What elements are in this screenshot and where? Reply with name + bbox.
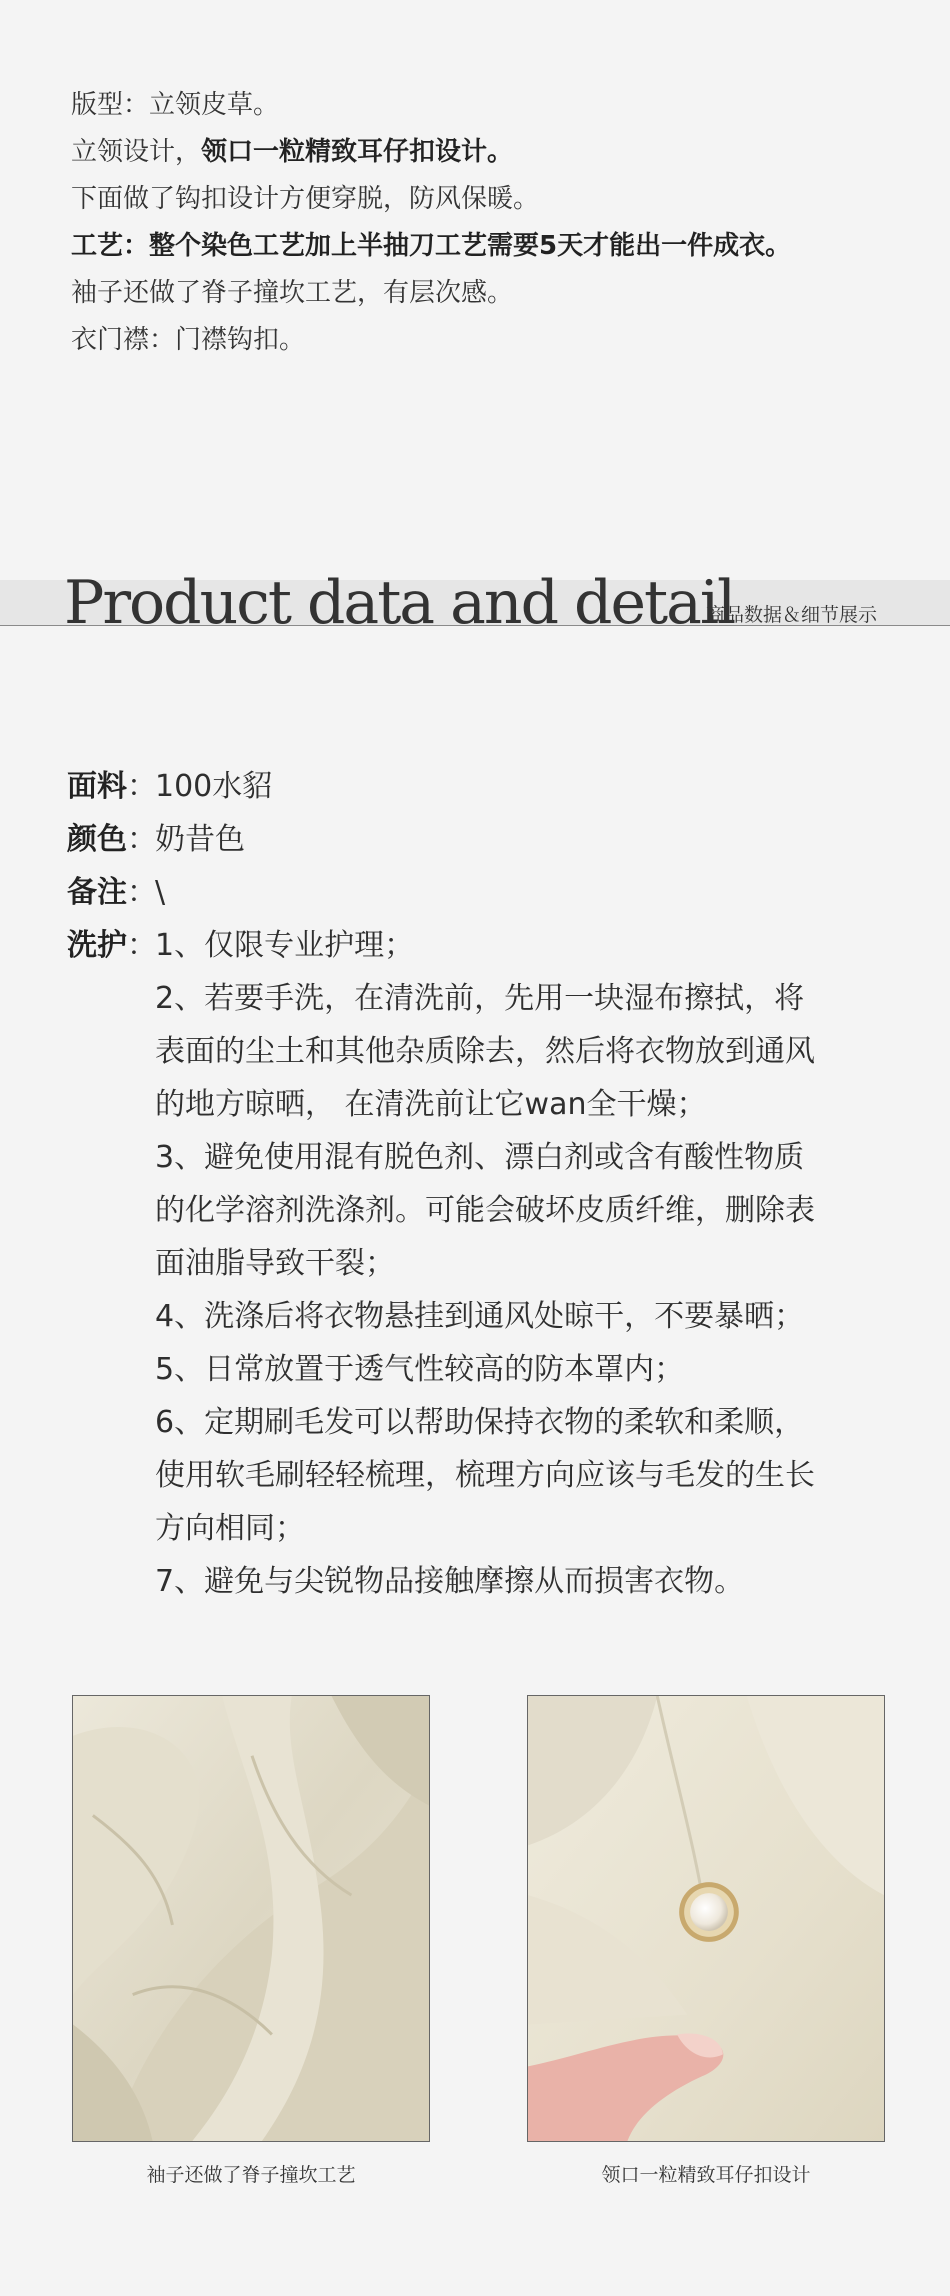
care-instructions	[155, 919, 907, 1608]
spec-label: 颜色	[67, 822, 127, 857]
care-line: 6、定期刷毛发可以帮助保持衣物的柔软和柔顺，	[155, 1405, 805, 1440]
spec-label: 面料	[67, 769, 127, 804]
spec-label: 备注	[67, 875, 127, 910]
care-line: 的地方晾晒， 在清洗前让它wan全干燥；	[155, 1087, 707, 1122]
care-line: 3、避免使用混有脱色剂、漂白剂或含有酸性物质	[155, 1140, 805, 1175]
fur-image	[528, 1696, 884, 2141]
product-specs	[67, 760, 907, 1608]
care-line: 面油脂导致干裂；	[155, 1246, 395, 1281]
spec-value: 100水貂	[155, 769, 273, 804]
spec-row-fabric: 面料： 100水貂	[67, 760, 907, 813]
intro-line: 袖子还做了脊子撞坎工艺，有层次感。	[71, 278, 514, 308]
intro-line: 立领设计，领口一粒精致耳仔扣设计。	[71, 137, 514, 167]
care-line: 表面的尘土和其他杂质除去，然后将衣物放到通风	[155, 1034, 815, 1069]
intro-line: 衣门襟：门襟钩扣。	[71, 325, 306, 355]
care-line: 方向相同；	[155, 1511, 305, 1546]
photo-caption: 领口一粒精致耳仔扣设计	[601, 2164, 811, 2186]
photo-caption: 袖子还做了脊子撞坎工艺	[146, 2164, 356, 2186]
intro-line: 下面做了钩扣设计方便穿脱，防风保暖。	[71, 184, 540, 214]
spec-label: 洗护	[67, 928, 127, 963]
section-title: Product data and detail	[64, 568, 735, 638]
collar-button-photo	[527, 1695, 885, 2142]
spec-row-note: 备注： \	[67, 866, 907, 919]
intro-line: 工艺：整个染色工艺加上半抽刀工艺需要5天才能出一件成衣。	[71, 231, 792, 261]
care-line: 的化学溶剂洗涤剂。可能会破坏皮质纤维，删除表	[155, 1193, 815, 1228]
sleeve-detail-photo	[72, 1695, 430, 2142]
spec-value: \	[155, 875, 166, 910]
care-line: 4、洗涤后将衣物悬挂到通风处晾干，不要暴晒；	[155, 1299, 805, 1334]
spec-row-color: 颜色： 奶昔色	[67, 813, 907, 866]
section-subtitle: 商品数据＆细节展示	[706, 604, 878, 626]
care-line: 7、避免与尖锐物品接触摩擦从而损害衣物。	[155, 1564, 745, 1599]
care-line: 使用软毛刷轻轻梳理，梳理方向应该与毛发的生长	[155, 1458, 815, 1493]
intro-text	[71, 82, 891, 364]
intro-line: 版型：立领皮草。	[71, 90, 280, 120]
care-line: 1、仅限专业护理；	[155, 928, 415, 963]
fur-image	[73, 1696, 429, 2141]
spec-value: 奶昔色	[155, 822, 245, 857]
care-line: 2、若要手洗，在清洗前，先用一块湿布擦拭，将	[155, 981, 805, 1016]
care-line: 5、日常放置于透气性较高的防本罩内；	[155, 1352, 685, 1387]
spec-row-care: 洗护： 1、仅限专业护理； 2、若要手洗，在清洗前，先用一块湿布擦拭，将 表面的尘土和其他杂质除去，然后将衣物放到通风 的地方晾晒， 在清洗前让它wan全干燥； 3、避免使用混有脱色剂、漂白剂或含有酸性物质 的化学溶剂洗涤剂。可能会破坏皮质纤维，删除表 面油脂导致干裂； 4、洗涤后将衣物悬挂到通风处晾干，不要暴晒； 5、日常放置于透气性较高的防本罩内； 6、定期刷毛发可以帮助保持衣物的柔软和柔顺， 使用软毛刷轻轻梳理，梳理方向应该与毛发的生长 方向相同； 7、避免与尖锐物品接触摩擦从而损害衣物。	[67, 919, 907, 1608]
